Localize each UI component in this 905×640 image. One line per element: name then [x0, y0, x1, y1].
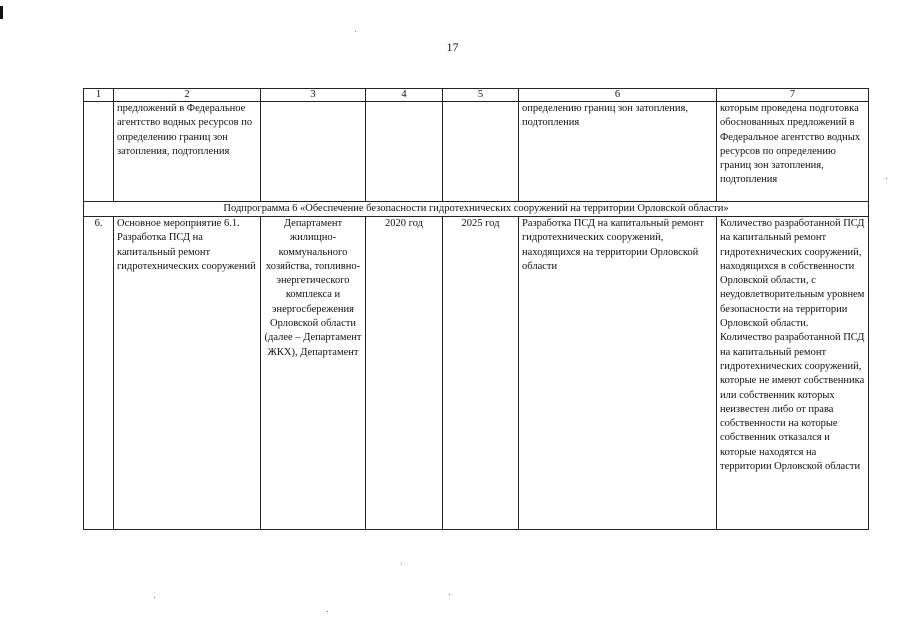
scan-speck — [355, 31, 356, 32]
subprogram-row — [84, 202, 869, 217]
measures-table — [83, 88, 869, 530]
end-year-cell: 2025 год — [443, 217, 519, 530]
column-number: 7 — [717, 89, 869, 102]
continued-row — [84, 102, 869, 202]
column-number-row — [84, 89, 869, 102]
continued-cell-start — [366, 102, 443, 202]
column-number: 2 — [114, 89, 261, 102]
continued-cell-result: определению границ зон затопления, подтопления — [519, 102, 717, 202]
column-number: 4 — [366, 89, 443, 102]
subprogram-title: Подпрограмма 6 «Обеспечение безопасности гидротехнических сооружений на территории Орловской области» — [84, 202, 869, 217]
column-number: 1 — [84, 89, 114, 102]
scan-speck — [154, 597, 155, 598]
result-cell: Разработка ПСД на капитальный ремонт гидротехнических сооружений, находящихся на территории Орловской области — [519, 217, 717, 530]
continued-cell-executor — [261, 102, 366, 202]
column-number: 6 — [519, 89, 717, 102]
scan-speck — [401, 563, 402, 564]
row-number: 6. — [84, 217, 114, 530]
scan-speck — [886, 178, 887, 179]
start-year-cell: 2020 год — [366, 217, 443, 530]
scan-speck — [327, 611, 328, 612]
table-row — [84, 217, 869, 530]
indicator-cell: Количество разработанной ПСД на капитальный ремонт гидротехнических сооружений, находящихся в собственности Орловской области, с неудовлетворительным уровнем безопасности на территории Орловской области. Количество разработанной ПСД на капитальный ремонт гидротехнических сооружений, которые не имеют собственника или собственник которых неизвестен либо от права собственности на которые собственник отказался и которые находятся на территории Орловской области — [717, 217, 869, 530]
continued-cell-indicator: которым проведена подготовка обоснованных предложений в Федеральное агентство водных ресурсов по определению границ зон затопления, подтопления — [717, 102, 869, 202]
executor-cell: Департамент жилищно-коммунального хозяйства, топливно-энергетического комплекса и энергосбережения Орловской области (далее – Департамент ЖКХ), Департамент — [261, 217, 366, 530]
column-number: 5 — [443, 89, 519, 102]
scan-speck — [449, 594, 450, 595]
page-number: 17 — [446, 40, 459, 54]
column-number: 3 — [261, 89, 366, 102]
continued-cell-num — [84, 102, 114, 202]
continued-cell-measure: предложений в Федеральное агентство водных ресурсов по определению границ зон затопления, подтопления — [114, 102, 261, 202]
measure-cell: Основное мероприятие 6.1. Разработка ПСД на капитальный ремонт гидротехнических сооружений — [114, 217, 261, 530]
continued-cell-end — [443, 102, 519, 202]
scan-edge-mark — [0, 6, 3, 19]
